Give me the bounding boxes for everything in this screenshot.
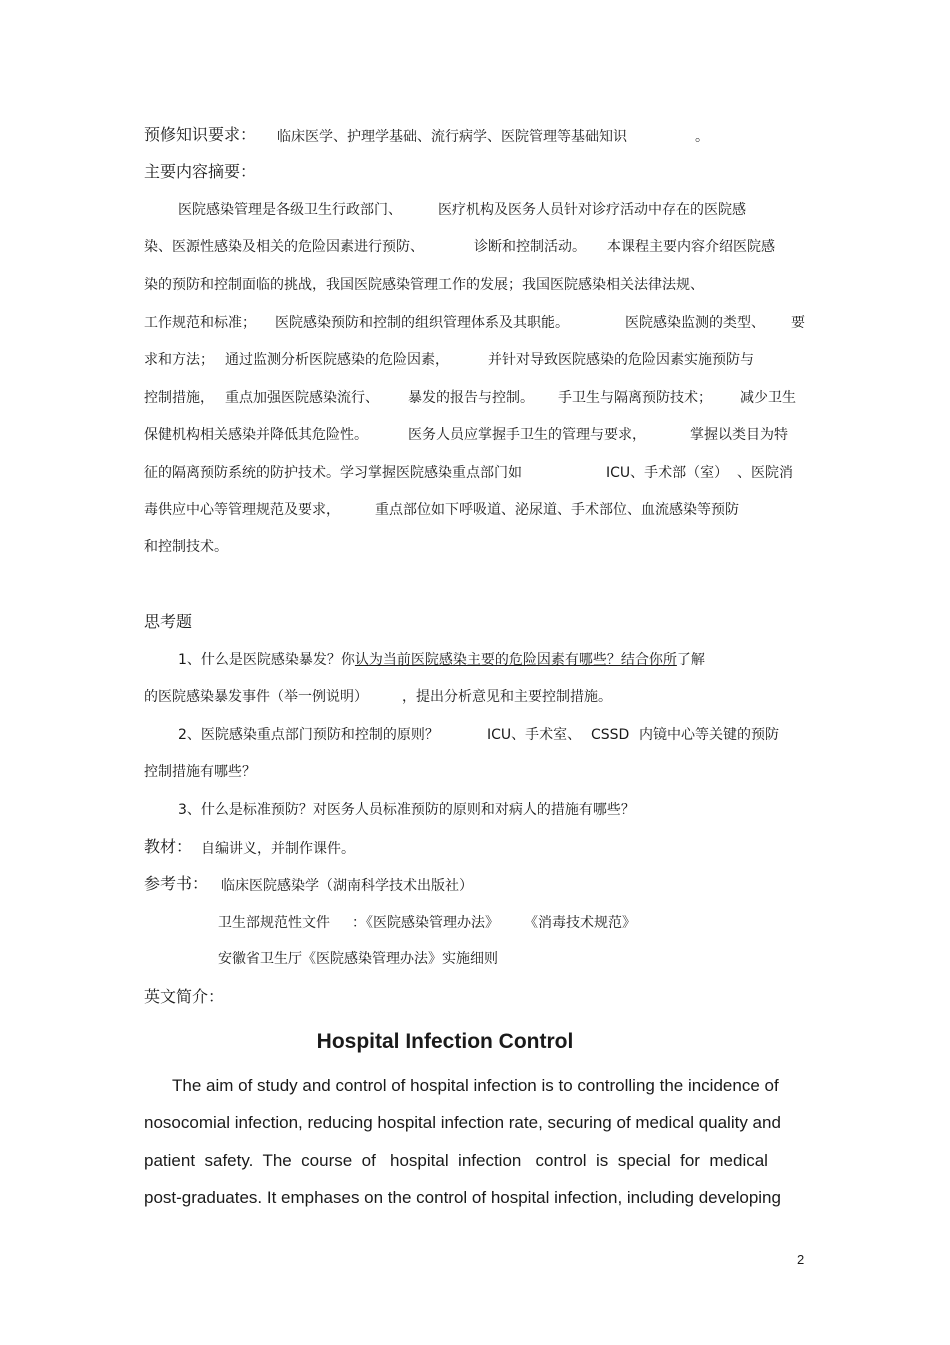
summary-line: 医务人员应掌握手卫生的管理与要求， [408,427,646,443]
summary-line: 要 [791,315,805,331]
reference-item: 《消毒技术规范》 [524,915,636,931]
summary-line: 控制措施， [144,390,214,406]
summary-line: 手卫生与隔离预防技术； [558,390,712,406]
summary-line: 征的隔离预防系统的防护技术。学习掌握医院感染重点部门如 [144,465,522,481]
question-1-underlined: 认为当前医院感染主要的危险因素有哪些？结合你所 [354,652,677,668]
summary-line: 保健机构相关感染并降低其危险性。 [144,427,368,443]
page-number: 2 [797,1252,805,1267]
reference-item: ：《医院感染管理办法》 [352,915,499,931]
question-1-part: 1、什么是医院感染暴发？你 [178,652,355,668]
reference-item: 安徽省卫生厅《医院感染管理办法》实施细则 [218,951,498,967]
summary-line: 工作规范和标准； [144,315,256,331]
question-2-part: CSSD [591,727,630,743]
summary-heading: 主要内容摘要： [144,162,257,181]
reference-item: 临床医院感染学（湖南科学技术出版社） [221,878,473,894]
question-2: 2、医院感染重点部门预防和控制的原则？ [178,727,439,743]
summary-line: 重点部位如下呼吸道、泌尿道、手术部位、血流感染等预防 [375,502,739,518]
summary-line: 掌握以类目为特 [690,427,788,443]
summary-line: 医院感染管理是各级卫生行政部门、 [178,202,402,218]
summary-line: 医疗机构及医务人员针对诊疗活动中存在的医院感 [438,202,746,218]
question-1-cont: 的医院感染暴发事件（举一例说明） [144,689,368,705]
question-2-part: 内镜中心等关键的预防 [639,727,779,743]
summary-line: 诊断和控制活动。 [474,239,586,255]
prereq-end: 。 [695,129,709,145]
english-title: Hospital Infection Control [316,1030,574,1053]
english-line: nosocomial infection, reducing hospital infection rate, securing of medical quality and [144,1113,781,1132]
english-line: post-graduates. It emphases on the control of hospital infection, including developing [144,1188,781,1207]
prereq-line [144,126,256,145]
question-1 [178,651,705,669]
summary-line: ICU、手术部（室） [606,465,729,481]
summary-line: 并针对导致医院感染的危险因素实施预防与 [488,352,754,368]
summary-line: 医院感染预防和控制的组织管理体系及其职能。 [275,315,569,331]
prereq-text: 临床医学、护理学基础、流行病学、医院管理等基础知识 [277,129,627,145]
summary-line: 求和方法； [144,352,214,368]
question-3: 3、什么是标准预防？对医务人员标准预防的原则和对病人的措施有哪些？ [178,802,635,818]
references-label: 参考书： [144,874,209,893]
summary-line: 重点加强医院感染流行、 [225,390,379,406]
summary-line: 毒供应中心等管理规范及要求， [144,502,340,518]
summary-line: 暴发的报告与控制。 [408,390,534,406]
question-1-cont: ，提出分析意见和主要控制措施。 [402,689,612,705]
english-line: The aim of study and control of hospital infection is to controlling the incidence of [172,1076,779,1095]
summary-line: 染、医源性感染及相关的危险因素进行预防、 [144,239,424,255]
reference-item: 卫生部规范性文件 [218,915,330,931]
english-label: 英文简介： [144,987,225,1006]
questions-heading: 思考题 [144,612,193,631]
english-line: patient safety. The course of hospital infection control is special for medical [144,1151,768,1170]
summary-line: 染的预防和控制面临的挑战，我国医院感染管理工作的发展；我国医院感染相关法律法规、 [144,277,704,293]
question-1-part: 了解 [676,652,705,668]
question-2-cont: 控制措施有哪些？ [144,764,256,780]
summary-line: 本课程主要内容介绍医院感 [607,239,775,255]
prereq-label: 预修知识要求： [144,125,257,144]
summary-line: 减少卫生 [740,390,796,406]
summary-line: 医院感染监测的类型、 [625,315,765,331]
summary-line: 、医院消 [737,465,793,481]
textbook-text: 自编讲义，并制作课件。 [201,841,355,857]
summary-line: 通过监测分析医院感染的危险因素， [225,352,449,368]
textbook-label: 教材： [144,837,193,856]
question-2-part: ICU、手术室、 [487,727,582,743]
summary-line: 和控制技术。 [144,539,228,555]
